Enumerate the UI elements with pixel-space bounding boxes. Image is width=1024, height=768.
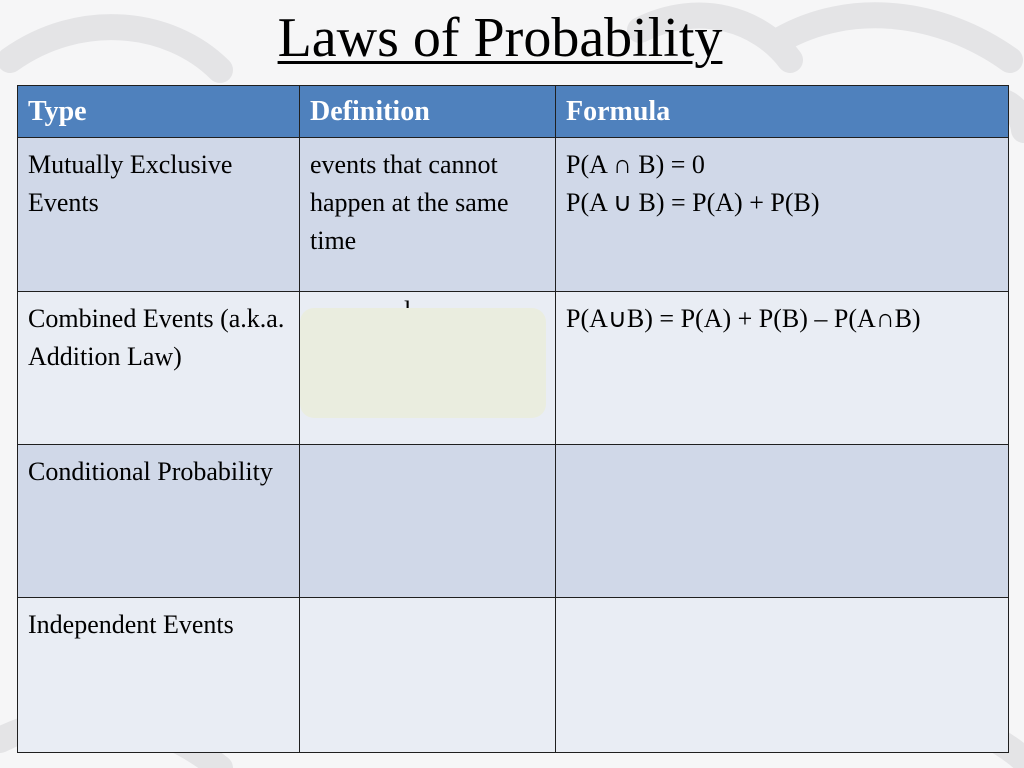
type-cell: Combined Events (a.k.a. Addition Law) — [18, 292, 300, 445]
type-cell: Conditional Probability — [18, 445, 300, 598]
formula-cell — [556, 138, 1009, 292]
table-row — [18, 598, 1009, 753]
table-header-row — [18, 86, 1009, 138]
formula-line: P(A∪B) = P(A) + P(B) – P(A∩B) — [566, 304, 921, 333]
definition-cell: events that cannot happen at the same time — [300, 138, 556, 292]
table-row — [18, 445, 1009, 598]
definition-cell — [300, 598, 556, 753]
type-cell: Independent Events — [18, 598, 300, 753]
formula-line: P(A ∪ B) = P(A) + P(B) — [566, 188, 820, 217]
header-definition: Definition — [300, 86, 556, 138]
header-formula: Formula — [556, 86, 1009, 138]
formula-cell — [556, 445, 1009, 598]
header-type: Type — [18, 86, 300, 138]
definition-cover-box[interactable] — [300, 308, 546, 418]
formula-line: P(A ∩ B) = 0 — [566, 150, 705, 179]
type-cell: Mutually Exclusive Events — [18, 138, 300, 292]
definition-cell — [300, 445, 556, 598]
formula-cell — [556, 292, 1009, 445]
table-row — [18, 292, 1009, 445]
definition-cell — [300, 292, 556, 445]
probability-laws-table — [17, 85, 1009, 753]
slide-title: Laws of Probability — [277, 7, 723, 69]
table-row — [18, 138, 1009, 292]
formula-cell — [556, 598, 1009, 753]
